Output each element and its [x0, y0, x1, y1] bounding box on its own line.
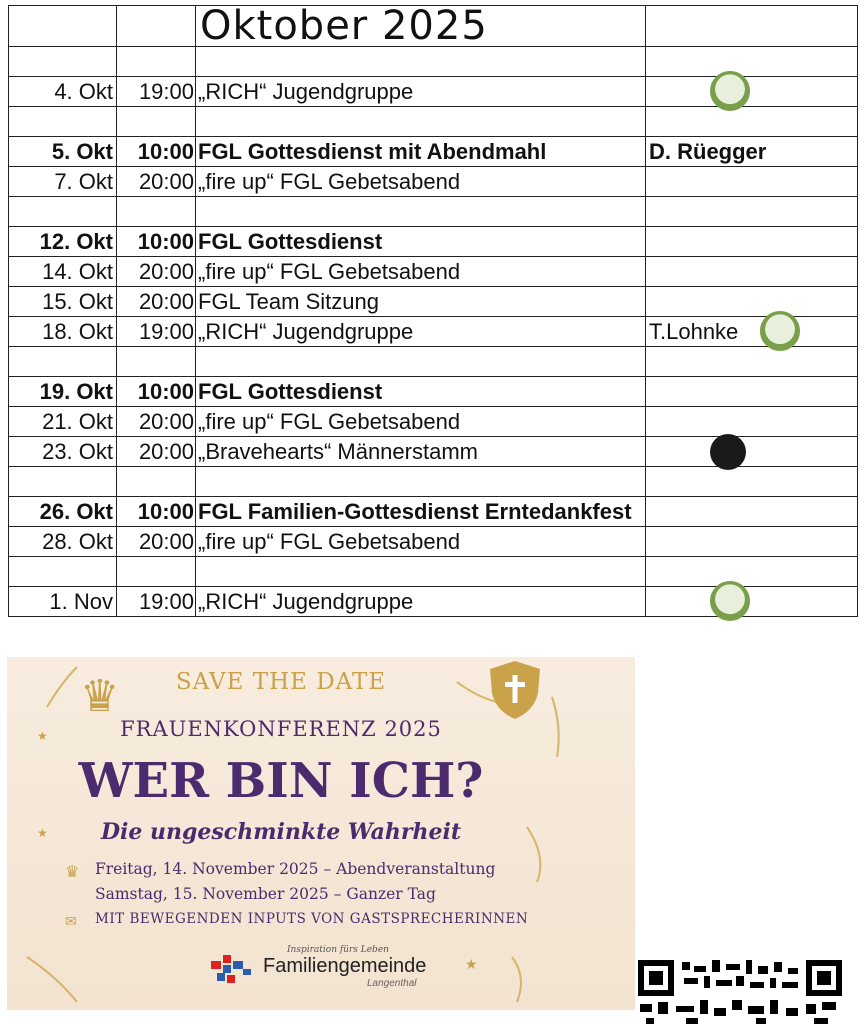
calendar-event: „fire up“ FGL Gebetsabend	[196, 407, 646, 437]
calendar-time	[117, 467, 196, 497]
calendar-date: 19. Okt	[9, 377, 117, 407]
calendar-row	[9, 257, 858, 287]
calendar-row	[9, 587, 858, 617]
calendar-time: 20:00	[117, 527, 196, 557]
calendar-time: 20:00	[117, 257, 196, 287]
calendar-date: 5. Okt	[9, 137, 117, 167]
calendar-row	[9, 377, 858, 407]
calendar-time: 19:00	[117, 317, 196, 347]
calendar-row	[9, 347, 858, 377]
calendar-event	[196, 47, 646, 77]
calendar-note	[646, 587, 858, 617]
calendar-event	[196, 347, 646, 377]
calendar-event: „RICH“ Jugendgruppe	[196, 317, 646, 347]
calendar-date: 26. Okt	[9, 497, 117, 527]
calendar-date: 18. Okt	[9, 317, 117, 347]
org-tagline: Inspiration fürs Leben	[287, 945, 389, 955]
calendar-date: 4. Okt	[9, 77, 117, 107]
flyer-headline: WER BIN ICH?	[78, 753, 484, 809]
calendar-note	[646, 437, 858, 467]
calendar-time	[117, 107, 196, 137]
calendar-event: „fire up“ FGL Gebetsabend	[196, 257, 646, 287]
calendar-time: 20:00	[117, 287, 196, 317]
star-icon: ★	[37, 729, 48, 743]
calendar-title: Oktober 2025	[196, 6, 646, 47]
calendar-note	[646, 167, 858, 197]
calendar-event: FGL Gottesdienst mit Abendmahl	[196, 137, 646, 167]
star-icon: ★	[465, 956, 478, 972]
calendar-time: 10:00	[117, 137, 196, 167]
qr-code	[636, 960, 844, 1024]
calendar-note	[646, 407, 858, 437]
calendar-row	[9, 107, 858, 137]
calendar-row	[9, 467, 858, 497]
org-mark-icon	[207, 953, 257, 989]
calendar-time	[117, 47, 196, 77]
conference-flyer	[7, 657, 635, 1010]
calendar-time	[117, 347, 196, 377]
org-logo	[207, 945, 447, 995]
calendar-note	[646, 287, 858, 317]
calendar-event	[196, 107, 646, 137]
calendar-note	[646, 347, 858, 377]
calendar-title-row	[9, 6, 858, 47]
flyer-subtitle: Die ungeschminkte Wahrheit	[100, 819, 462, 845]
calendar-time: 19:00	[117, 587, 196, 617]
calendar-note: T.Lohnke	[646, 317, 858, 347]
calendar-date: 23. Okt	[9, 437, 117, 467]
calendar-note	[646, 77, 858, 107]
calendar-date: 21. Okt	[9, 407, 117, 437]
calendar-event: FGL Familien-Gottesdienst Erntedankfest	[196, 497, 646, 527]
date-line-friday: Freitag, 14. November 2025 – Abendveranstaltung	[95, 860, 496, 878]
calendar-date: 7. Okt	[9, 167, 117, 197]
calendar-date: 14. Okt	[9, 257, 117, 287]
calendar-date: 28. Okt	[9, 527, 117, 557]
calendar-event: FGL Team Sitzung	[196, 287, 646, 317]
calendar-date	[9, 197, 117, 227]
calendar-time: 20:00	[117, 437, 196, 467]
calendar-table	[8, 5, 858, 617]
calendar-date	[9, 107, 117, 137]
crown-icon: ♛	[80, 672, 120, 721]
calendar-row	[9, 197, 858, 227]
small-crown-icon: ♛	[65, 864, 80, 881]
calendar-time: 20:00	[117, 407, 196, 437]
calendar-date	[9, 347, 117, 377]
calendar-note	[646, 497, 858, 527]
calendar-body	[9, 3, 858, 617]
calendar-time	[117, 557, 196, 587]
calendar-row	[9, 437, 858, 467]
calendar-row	[9, 317, 858, 347]
calendar-time: 10:00	[117, 227, 196, 257]
speakers-line: MIT BEWEGENDEN INPUTS VON GASTSPRECHERINNEN	[95, 911, 529, 927]
calendar-note: D. Rüegger	[646, 137, 858, 167]
rich-logo-icon	[710, 581, 750, 621]
calendar-event	[196, 197, 646, 227]
calendar-note	[646, 377, 858, 407]
calendar-event	[196, 467, 646, 497]
calendar-row	[9, 527, 858, 557]
calendar-note	[646, 467, 858, 497]
save-the-date: SAVE THE DATE	[175, 669, 387, 695]
calendar-time: 19:00	[117, 77, 196, 107]
calendar-event: „RICH“ Jugendgruppe	[196, 587, 646, 617]
calendar-time: 10:00	[117, 497, 196, 527]
calendar-event: „RICH“ Jugendgruppe	[196, 77, 646, 107]
calendar-time: 20:00	[117, 167, 196, 197]
calendar-note	[646, 107, 858, 137]
star-icon: ★	[37, 826, 48, 840]
rich-logo-icon	[710, 71, 750, 111]
calendar-note	[646, 197, 858, 227]
bravehearts-logo-icon	[710, 434, 746, 470]
date-line-saturday: Samstag, 15. November 2025 – Ganzer Tag	[95, 885, 436, 903]
calendar-row	[9, 287, 858, 317]
calendar-time: 10:00	[117, 377, 196, 407]
calendar-date	[9, 47, 117, 77]
calendar-row	[9, 407, 858, 437]
calendar-date: 15. Okt	[9, 287, 117, 317]
calendar-row	[9, 77, 858, 107]
calendar-note	[646, 557, 858, 587]
calendar-row	[9, 167, 858, 197]
calendar-date: 12. Okt	[9, 227, 117, 257]
calendar-event: FGL Gottesdienst	[196, 377, 646, 407]
org-name: Familiengemeinde	[263, 955, 427, 977]
calendar-event	[196, 557, 646, 587]
calendar-row	[9, 227, 858, 257]
calendar-row	[9, 137, 858, 167]
calendar-event: „Bravehearts“ Männerstamm	[196, 437, 646, 467]
calendar-note	[646, 227, 858, 257]
calendar-event: „fire up“ FGL Gebetsabend	[196, 167, 646, 197]
calendar-event: FGL Gottesdienst	[196, 227, 646, 257]
envelope-icon: ✉	[65, 913, 77, 929]
calendar-row	[9, 497, 858, 527]
conference-name: FRAUENKONFERENZ 2025	[120, 717, 442, 741]
calendar-note	[646, 257, 858, 287]
calendar-date	[9, 557, 117, 587]
calendar-note	[646, 527, 858, 557]
calendar-event: „fire up“ FGL Gebetsabend	[196, 527, 646, 557]
calendar-time	[117, 197, 196, 227]
rich-logo-icon	[760, 311, 800, 351]
calendar-note	[646, 47, 858, 77]
calendar-date	[9, 467, 117, 497]
calendar-date: 1. Nov	[9, 587, 117, 617]
org-location: Langenthal	[367, 978, 417, 989]
